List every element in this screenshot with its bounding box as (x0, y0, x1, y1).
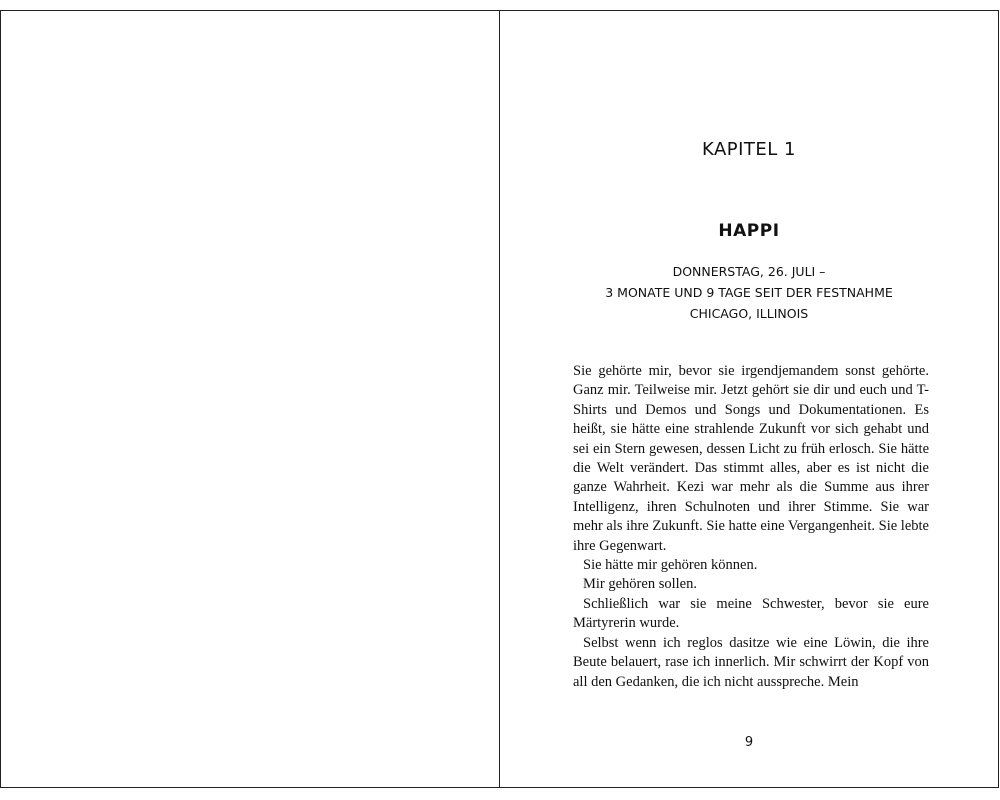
paragraph: Sie gehörte mir, bevor sie irgendjemandem sonst gehörte. Ganz mir. Teilweise mir. Jetzt gehört sie dir und euch und T-Shirts und Demos und Songs und Dokumentationen. Es heißt, sie hätte eine strahlende Zukunft vor sich gehabt und sei ein Stern gewesen, dessen Licht zu früh erlosch. Sie hätte die Welt verändert. Das stimmt alles, aber es ist nicht die ganze Wahrheit. Kezi war mehr als die Summe aus ihrer Intelligenz, ihren Schulnoten und ihrer Stimme. Sie war mehr als ihre Zukunft. Sie hatte eine Vergangenheit. Sie lebte ihre Gegenwart. (573, 363, 929, 554)
left-page (1, 11, 500, 787)
book-spread (0, 10, 999, 788)
chapter-label: KAPITEL 1 (701, 139, 797, 160)
paragraph: Sie hätte mir gehören können. (583, 557, 758, 574)
narrator-heading: HAPPI (718, 221, 780, 241)
dateline (500, 261, 998, 324)
dateline-location: CHICAGO, ILLINOIS (689, 306, 809, 321)
right-page (500, 11, 998, 787)
page-number: 9 (744, 735, 754, 750)
body-text (573, 362, 929, 692)
paragraph: Selbst wenn ich reglos dasitze wie eine Löwin, die ihre Beute belauert, rase ich innerlich. Mir schwirrt der Kopf von all den Gedanken, die ich nicht ausspreche. Mein (573, 634, 929, 690)
paragraph: Mir gehören sollen. (583, 576, 697, 593)
dateline-elapsed: 3 MONATE UND 9 TAGE SEIT DER FESTNAHME (605, 285, 893, 300)
dateline-date: DONNERSTAG, 26. JULI – (672, 264, 826, 279)
paragraph: Schließlich war sie meine Schwester, bevor sie eure Märtyrerin wurde. (573, 595, 929, 632)
